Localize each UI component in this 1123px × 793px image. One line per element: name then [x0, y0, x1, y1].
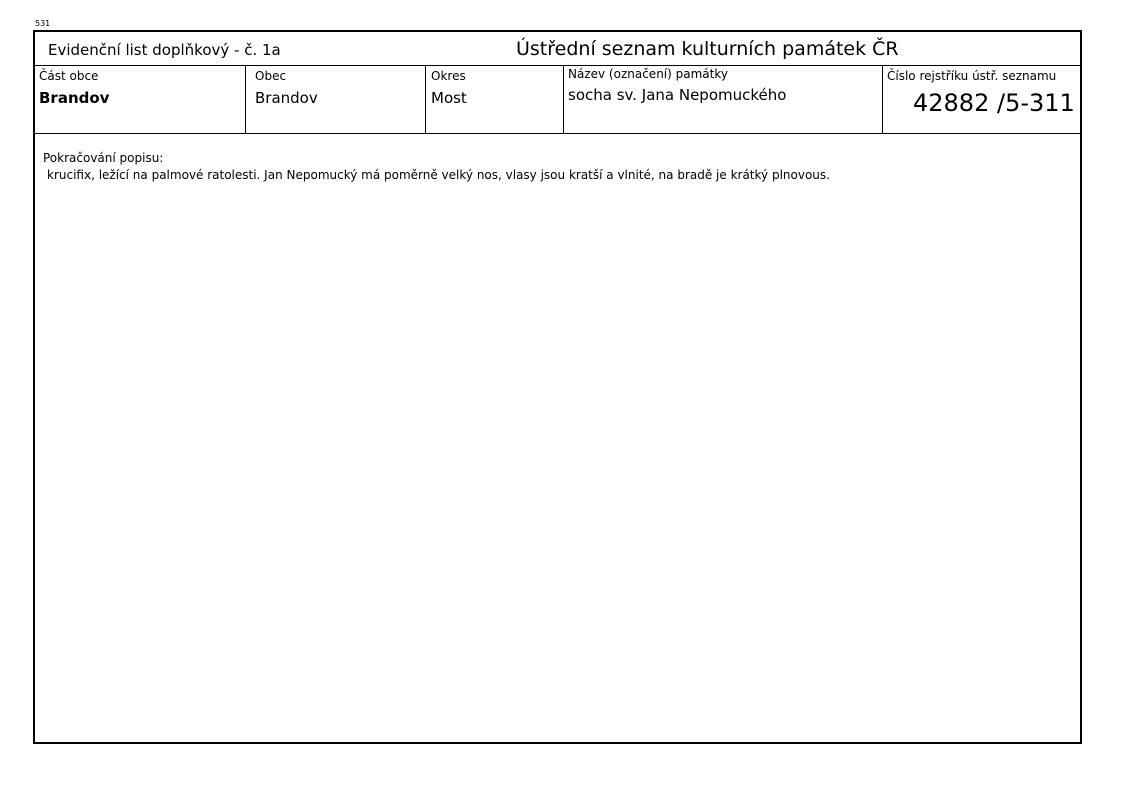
header-fields — [35, 66, 1080, 134]
field-label: Název (označení) památky — [568, 67, 728, 81]
field-value: Brandov — [39, 89, 110, 107]
field-label: Číslo rejstříku ústř. seznamu — [887, 69, 1057, 83]
field-cislo — [882, 66, 1081, 133]
form-title: Evidenční list doplňkový - č. 1a — [48, 41, 281, 59]
field-obec — [245, 66, 425, 133]
description-block — [43, 150, 830, 184]
record-sheet — [33, 30, 1082, 744]
registry-number: 42882 /5-311 — [913, 89, 1075, 117]
field-okres — [425, 66, 563, 133]
field-value: socha sv. Jana Nepomuckého — [568, 86, 787, 104]
description-label: Pokračování popisu: — [43, 151, 164, 165]
title-row — [35, 32, 1080, 66]
field-label: Část obce — [39, 69, 99, 83]
field-value: Brandov — [255, 89, 318, 107]
main-title: Ústřední seznam kulturních památek ČR — [516, 38, 899, 60]
field-cast-obce — [35, 66, 245, 133]
page-number: 531 — [35, 19, 51, 28]
field-value: Most — [431, 89, 467, 107]
field-label: Obec — [255, 69, 287, 83]
description-text: krucifix, ležící na palmové ratolesti. Jan Nepomucký má poměrně velký nos, vlasy jsou kratší a vlnité, na bradě je krátký plnovous. — [47, 168, 830, 182]
field-nazev — [563, 66, 882, 133]
field-label: Okres — [431, 69, 466, 83]
